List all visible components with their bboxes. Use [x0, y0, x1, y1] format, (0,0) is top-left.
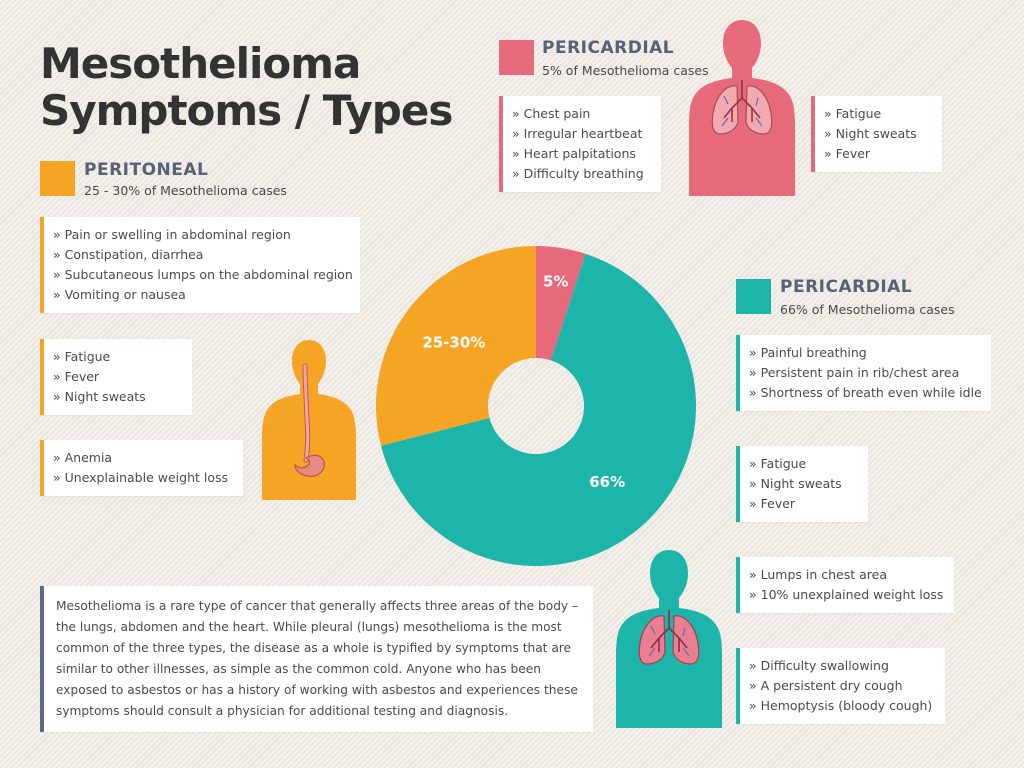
pleural-title: PERICARDIAL	[780, 277, 913, 297]
list-item: » Fatigue	[749, 456, 807, 471]
list-item: » Unexplainable weight loss	[53, 470, 229, 485]
pericardial-subtitle: 5% of Mesothelioma cases	[542, 63, 709, 78]
peritoneal-subtitle: 25 - 30% of Mesothelioma cases	[84, 183, 287, 198]
pericardial-symptoms-box-1	[499, 96, 661, 192]
list-item: » A persistent dry cough	[749, 678, 903, 693]
list-item: » Pain or swelling in abdominal region	[53, 227, 291, 242]
list-item: » Vomiting or nausea	[53, 287, 186, 302]
list-item: » Fever	[824, 146, 871, 161]
page-title-line-2: Symptoms / Types	[40, 86, 453, 135]
pericardial-title: PERICARDIAL	[542, 38, 675, 58]
list-item: » Chest pain	[512, 106, 591, 121]
list-item: » Fatigue	[53, 349, 111, 364]
description-box	[40, 586, 593, 732]
peritoneal-symptoms-box-3	[40, 440, 243, 496]
torso-with-digestive-tract-icon	[262, 338, 356, 500]
peritoneal-color-swatch	[40, 161, 75, 196]
description-text: Mesothelioma is a rare type of cancer that generally affects three areas of the body – the lungs, abdomen and the heart. While pleural (lungs) mesothelioma is the most common of the three types, the disease as a whole is typified by symptoms that are similar to other illnesses, as simple as the common cold. Anyone who has been exposed to asbestos or has a history of working with asbestos and experiences these symptoms should consult a physician for additional testing and diagnosis.	[56, 599, 579, 718]
pericardial-symptoms-box-2	[811, 96, 942, 172]
pleural-symptoms-box-2	[736, 446, 868, 522]
list-item: » Painful breathing	[749, 345, 867, 360]
donut-chart	[369, 245, 703, 567]
page-title	[40, 40, 460, 134]
pleural-symptoms-box-3	[736, 557, 954, 613]
list-item: » Fatigue	[824, 106, 882, 121]
chart-label-66: 66%	[589, 472, 626, 491]
list-item: » Night sweats	[824, 126, 917, 141]
list-item: » Hemoptysis (bloody cough)	[749, 698, 933, 713]
peritoneal-symptoms-box-1	[40, 217, 360, 313]
torso-with-lungs-icon	[614, 548, 724, 728]
peritoneal-symptoms-box-2	[40, 339, 192, 415]
list-item: » 10% unexplained weight loss	[749, 587, 944, 602]
list-item: » Shortness of breath even while idle	[749, 385, 982, 400]
list-item: » Heart palpitations	[512, 146, 636, 161]
pleural-subtitle: 66% of Mesothelioma cases	[780, 302, 955, 317]
list-item: » Anemia	[53, 450, 113, 465]
peritoneal-title: PERITONEAL	[84, 160, 209, 180]
list-item: » Night sweats	[53, 389, 146, 404]
list-item: » Irregular heartbeat	[512, 126, 643, 141]
pleural-symptoms-box-1	[736, 335, 991, 411]
chart-label-25-30: 25-30%	[422, 333, 486, 352]
list-item: » Persistent pain in rib/chest area	[749, 365, 960, 380]
list-item: » Fever	[749, 496, 796, 511]
torso-with-lungs-icon	[688, 18, 796, 196]
page-title-line-1: Mesothelioma	[40, 39, 361, 88]
pericardial-color-swatch	[499, 40, 534, 75]
list-item: » Difficulty swallowing	[749, 658, 889, 673]
chart-label-5: 5%	[542, 272, 569, 291]
list-item: » Subcutaneous lumps on the abdominal region	[53, 267, 353, 282]
list-item: » Difficulty breathing	[512, 166, 644, 181]
list-item: » Night sweats	[749, 476, 842, 491]
list-item: » Fever	[53, 369, 100, 384]
pleural-color-swatch	[736, 279, 771, 314]
list-item: » Constipation, diarrhea	[53, 247, 204, 262]
pleural-symptoms-box-4	[736, 648, 945, 724]
list-item: » Lumps in chest area	[749, 567, 888, 582]
